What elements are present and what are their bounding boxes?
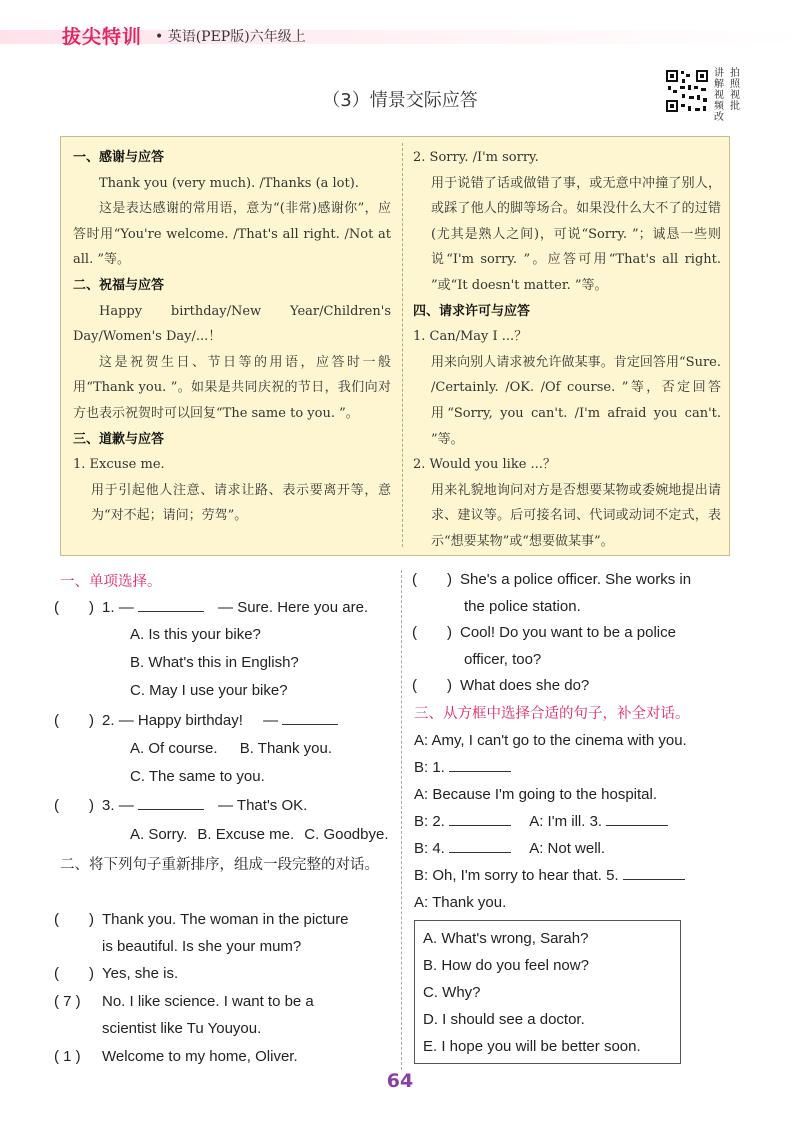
note-heading: 一、感谢与应答	[73, 150, 165, 165]
note-text: 用来礼貌地询问对方是否想要某物或委婉地提出请求、建议等。后可接名词、代词或动词不定式，表示“想要某物”或“想要做某事”。	[431, 482, 721, 549]
answer-paren[interactable]: ( )	[54, 911, 94, 928]
answer-blank[interactable]	[606, 811, 668, 826]
book-subtitle: • 英语(PEP版)六年级上	[155, 29, 306, 45]
part1-heading: 一、单项选择。	[60, 574, 162, 590]
page-number: 64	[386, 1070, 414, 1092]
q2-options: A. Of course. B. Thank you.	[130, 740, 332, 757]
part3-heading: 三、从方框中选择合适的句子，补全对话。	[414, 706, 690, 722]
brand-title: 拔尖特训	[62, 26, 143, 48]
answer-paren[interactable]: ( )	[54, 797, 94, 814]
answer-blank[interactable]	[282, 710, 338, 725]
note-text: 1. Excuse me.	[73, 457, 165, 473]
q3-options: A. Sorry. B. Excuse me. C. Goodbye.	[130, 826, 389, 843]
reorder-item: ( ) Yes, she is.	[54, 960, 178, 987]
options-box	[414, 920, 681, 1064]
answer-blank[interactable]	[449, 838, 511, 853]
part2-heading: 二、将下列句子重新排序，组成一段完整的对话。	[60, 857, 379, 873]
section-title: （3）情景交际应答	[322, 90, 478, 111]
column-divider	[401, 570, 402, 1070]
answer-paren[interactable]: ( )	[412, 677, 452, 694]
reorder-item-cont: is beautiful. Is she your mum?	[102, 938, 302, 955]
dialogue-line: B: Oh, I'm sorry to hear that. 5.	[414, 862, 685, 889]
notes-right-column	[413, 145, 721, 555]
qr-code-icon[interactable]	[664, 68, 710, 114]
dialogue-line: B: 1.	[414, 754, 511, 781]
note-text: 这是表达感谢的常用语，意为“(非常)感谢你”，应答时用“You're welcome. /That's all right. /Not at all. ”等。	[73, 201, 391, 268]
option-item: B. How do you feel now?	[423, 957, 589, 974]
answer-blank[interactable]	[449, 811, 511, 826]
note-text: 2. Sorry. /I'm sorry.	[413, 150, 539, 165]
answer-blank[interactable]	[138, 795, 204, 810]
reorder-item-cont: scientist like Tu Youyou.	[102, 1020, 262, 1037]
notes-divider	[402, 143, 403, 547]
answer-paren[interactable]: ( )	[54, 712, 94, 729]
note-text: 用于说错了话或做错了事，或无意中冲撞了别人，或踩了他人的脚等场合。如果没什么大不了的过错(尤其是熟人之间)，可说“Sorry. ”；诚恳一些则说“I'm sorry. ”。应答可用“That's all right. ”或“It doesn't matter. ”等。	[431, 175, 721, 293]
answer-paren[interactable]: ( )	[412, 624, 452, 641]
answer-paren[interactable]: ( )	[54, 965, 94, 982]
reorder-item: ( 7 ) No. I like science. I want to be a	[54, 988, 386, 1015]
option-item: D. I should see a doctor.	[423, 1011, 585, 1028]
answer-blank[interactable]	[623, 865, 685, 880]
dialogue-line: A: Thank you.	[414, 894, 507, 911]
dialogue-line: A: Because I'm going to the hospital.	[414, 786, 658, 803]
dialogue-line: A: Amy, I can't go to the cinema with you.	[414, 732, 687, 749]
reorder-item: ( ) She's a police officer. She works in	[412, 566, 691, 593]
option-item: C. Why?	[423, 984, 481, 1001]
q1-option-c: C. May I use your bike?	[130, 682, 288, 699]
answer-paren[interactable]: ( 7 )	[54, 993, 81, 1010]
answer-blank[interactable]	[138, 597, 204, 612]
question-2: ( ) 2. — Happy birthday! —	[54, 707, 338, 734]
answer-paren[interactable]: ( )	[54, 599, 94, 616]
note-text: 用于引起他人注意、请求让路、表示要离开等，意为“对不起；请问；劳驾”。	[91, 482, 391, 524]
note-text: 用来向别人请求被允许做某事。肯定回答用“Sure. /Certainly. /OK. /Of course. ”等，否定回答用“Sorry, you can't. /I'm afraid you can't. ”等。	[431, 354, 721, 447]
note-heading: 四、请求许可与应答	[413, 303, 531, 319]
option-item: E. I hope you will be better soon.	[423, 1038, 641, 1055]
dialogue-line: B: 4. A: Not well.	[414, 840, 606, 857]
answer-paren[interactable]: ( 1 )	[54, 1048, 81, 1065]
grammar-notes-box	[60, 136, 730, 556]
q2-option-c: C. The same to you.	[130, 768, 265, 785]
answer-paren[interactable]: ( )	[412, 571, 452, 588]
question-3: ( ) 3. — — That's OK.	[54, 792, 307, 819]
question-1: ( ) 1. — — Sure. Here you are.	[54, 594, 368, 621]
reorder-item: ( ) Thank you. The woman in the picture	[54, 906, 386, 933]
note-text: Thank you (very much). /Thanks (a lot).	[99, 175, 359, 191]
note-heading: 三、道歉与应答	[73, 431, 165, 447]
note-heading: 二、祝福与应答	[73, 277, 165, 293]
reorder-item: ( 1 ) Welcome to my home, Oliver.	[54, 1043, 298, 1070]
page-header	[0, 22, 800, 50]
note-text: Happy birthday/New Year/Children's Day/Women's Day/...！	[73, 303, 391, 345]
note-text: 1. Can/May I ...？	[413, 329, 528, 345]
reorder-item: ( ) Cool! Do you want to be a police	[412, 619, 676, 646]
note-text: 2. Would you like ...？	[413, 457, 556, 473]
reorder-item-cont: officer, too?	[464, 651, 542, 668]
reorder-item: ( ) What does she do?	[412, 672, 589, 699]
q1-option-a: A. Is this your bike?	[130, 626, 261, 643]
option-item: A. What's wrong, Sarah?	[423, 930, 589, 947]
q1-option-b: B. What's this in English?	[130, 654, 299, 671]
answer-blank[interactable]	[449, 757, 511, 772]
qr-label: 讲 拍 解 照 视 视 频 批 改	[714, 68, 740, 123]
reorder-item-cont: the police station.	[464, 598, 581, 615]
dialogue-line: B: 2. A: I'm ill. 3.	[414, 808, 668, 835]
note-text: 这是祝贺生日、节日等的用语，应答时一般用“Thank you. ”。如果是共同庆祝的节日，我们向对方也表示祝贺时可以回复“The same to you. ”。	[73, 354, 391, 421]
notes-left-column	[73, 145, 391, 529]
